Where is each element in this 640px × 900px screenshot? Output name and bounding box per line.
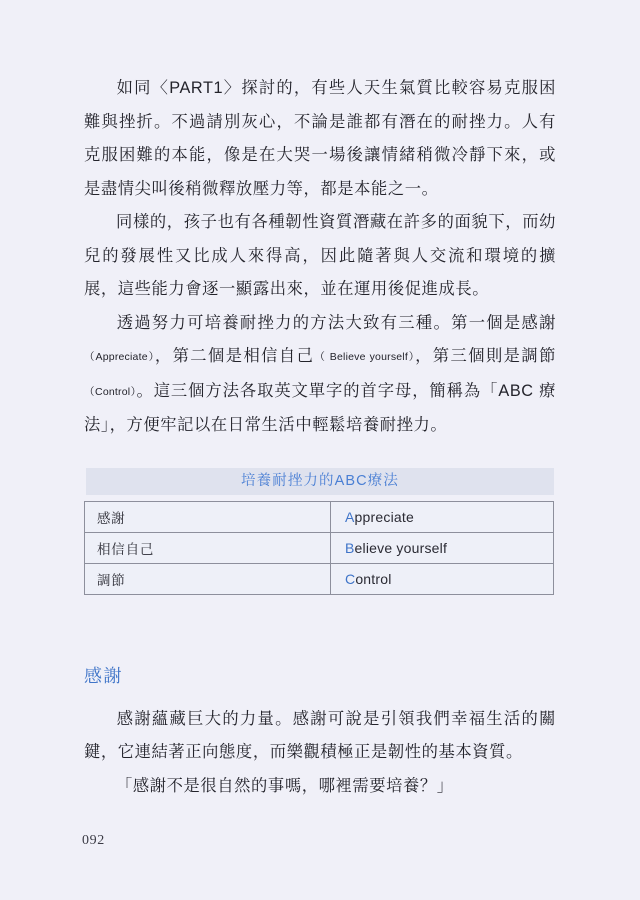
table-cell-chinese: 調節 — [85, 563, 331, 594]
term-appreciate-annotation: （Appreciate） — [84, 351, 155, 363]
english-term-rest: ontrol — [355, 570, 392, 587]
term-control-annotation: （Control） — [84, 385, 137, 398]
section-paragraph-2-text: 「感謝不是很自然的事嗎，哪裡需要培養？」 — [116, 776, 454, 795]
page-content — [84, 72, 556, 803]
section-paragraph-1 — [84, 703, 556, 770]
paragraph-2-text: 同樣的，孩子也有各種韌性資質潛藏在許多的面貌下，而幼兒的發展性又比成人來得高，因此隨著與人交流和環境的擴展，這些能力會逐一顯露出來，並在運用後促進成長。 — [84, 213, 556, 298]
table-cell-english — [331, 501, 554, 532]
table-cell-english — [331, 532, 554, 563]
initial-letter: C — [345, 570, 356, 587]
section-heading-gratitude: 感謝 — [84, 665, 123, 686]
paragraph-3-segment-3: ，第三個則是調節 — [415, 347, 556, 365]
paragraph-2 — [84, 206, 556, 307]
table-row — [85, 532, 554, 563]
paragraph-1-text: 如同〈PART1〉探討的，有些人天生氣質比較容易克服困難與挫折。不過請別灰心，不論是誰都有潛在的耐挫力。人有克服困難的本能，像是在大哭一場後讓情緒稍微冷靜下來，或是盡情尖叫後稍微釋放壓力等，都是本能之一。 — [84, 79, 556, 198]
section-paragraph-2 — [84, 770, 556, 804]
paragraph-3 — [84, 307, 556, 443]
abc-table-caption: 培養耐挫力的ABC療法 — [86, 468, 554, 495]
table-cell-chinese: 感謝 — [85, 501, 331, 532]
section-paragraph-1-text: 感謝蘊藏巨大的力量。感謝可說是引領我們幸福生活的關鍵，它連結著正向態度，而樂觀積極正是韌性的基本資質。 — [84, 709, 556, 761]
table-cell-chinese: 相信自己 — [85, 532, 331, 563]
table-row — [85, 501, 554, 532]
paragraph-3-segment-2: ，第二個是相信自己 — [154, 347, 315, 365]
table-row — [85, 563, 554, 594]
term-believe-yourself-annotation: （ Believe yourself） — [314, 351, 416, 363]
page-number: 092 — [82, 833, 105, 848]
paragraph-3-segment-1: 透過努力可培養耐挫力的方法大致有三種。第一個是感謝 — [116, 313, 556, 332]
initial-letter: A — [345, 508, 355, 525]
initial-letter: B — [345, 539, 355, 556]
table-cell-english — [331, 563, 554, 594]
abc-therapy-table — [84, 501, 554, 595]
paragraph-1 — [84, 72, 556, 206]
english-term-rest: elieve yourself — [354, 539, 448, 556]
english-term-rest: ppreciate — [354, 508, 414, 525]
abc-therapy-table-block — [84, 468, 554, 595]
paragraph-3-segment-4: 。這三個方法各取英文單字的首字母，簡稱為「ABC 療法」，方便牢記以在日常生活中輕鬆培養耐挫力。 — [84, 381, 557, 434]
